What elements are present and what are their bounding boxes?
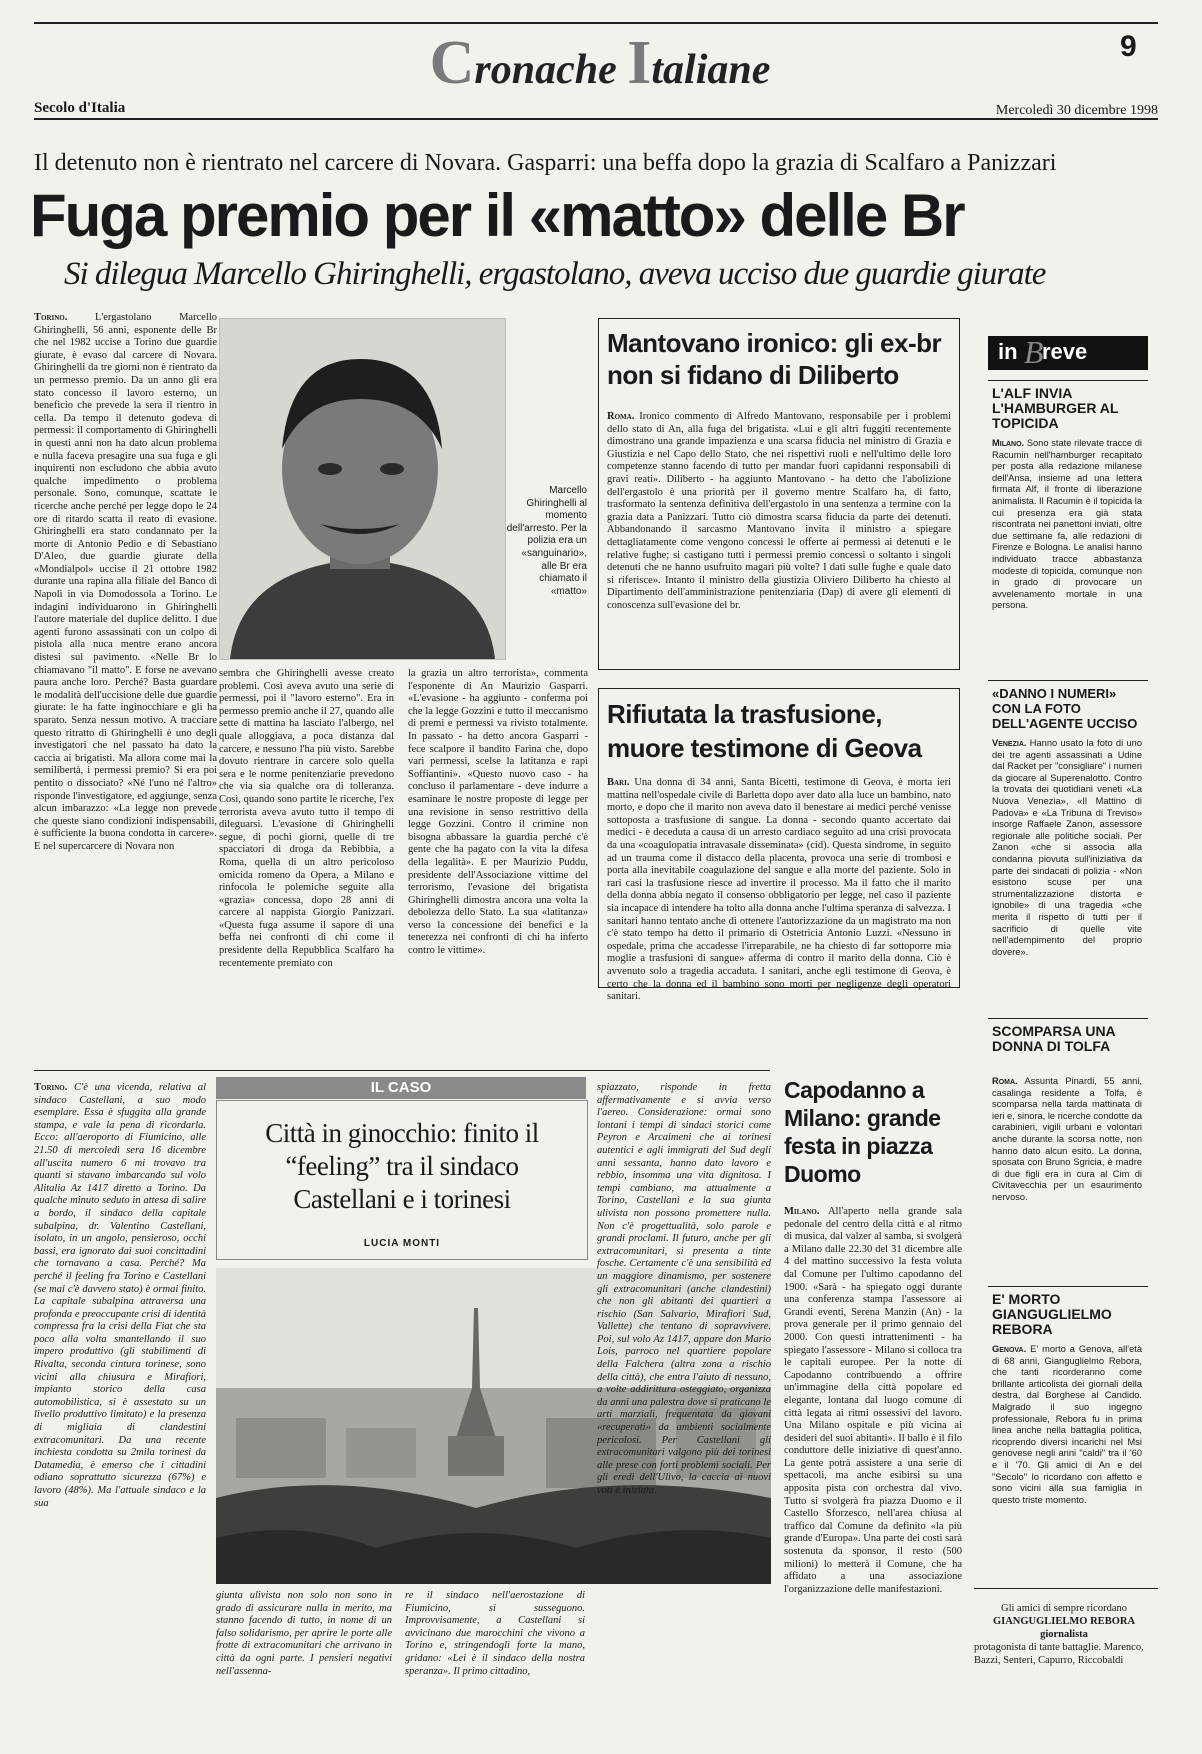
- lead-subhead: Si dilegua Marcello Ghiringhelli, ergastolano, aveva ucciso due guardie giurate: [64, 256, 1046, 292]
- mantovano-body: [607, 411, 951, 663]
- lead-col3: la grazia un altro terrorista», commenta l'esponente di An Maurizio Gasparri. «L'evasione - ha aggiunto - conferma poi che la legge Gozzini e tutto il meccanismo di premi e permessi va rivisto totalmente. In passato - ha detto ancora Gasparri - fece scalpore il bandito Farina che, dopo vari permessi, scelse la latitanza e rapì Soffiantini». «Questo nuovo caso - ha concluso il parlamentare - deve indurre a esaminare le nostre proposte di legge per una revisione in senso restrittivo della legge Gozzini. Contro il crimine non bisogna abbassare la guardia perché c'è gente che ha pagato con la vita la difesa della legalità». E per Maurizio Puddu, presidente dell'Associazione vittime del terrorismo, l'evasione del brigatista Ghiringhelli dimostra ancora una volta la debolezza dello Stato. La sua «latitanza» verso la concessione dei benefici e la tenerezza nei confronti di chi ha inferto contro le vittime».: [408, 668, 588, 957]
- geova-dateline: Bari.: [607, 777, 630, 788]
- geova-box: [598, 688, 960, 1003]
- geova-text: Una donna di 34 anni, Santa Bicetti, testimone di Geova, è morta ieri mattina nell'ospedale civile di Barletta dopo aver dato alla luce un bambino, nato morto, e dopo che il marito non aveva dato il benestare ai medici perché venisse sottoposta a trasfusione di sangue. La donna - secondo quanto accertato dai medici - è deceduta a causa di un arresto cardiaco seguito ad una crisi provocata da una «coagulopatia intravasale disseminata» (cid). Questa sindrome, in seguito ad un trauma come il distacco della placenta, provoca una serie di trombosi e porta alla inevitabile coagulazione del sangue e alla morte del paziente. Solo in rari casi la trasfusione riesce ad invertire il processo. Ma il fatto che il marito della donna abbia negato il consenso obbligatorio per legge, nel caso il paziente sia incapace di intendere ha tolto alla donna anche l'ultima speranza di salvezza. I sanitari hanno tentato anche di ottenere l'autorizzazione da un magistrato ma non c'è stato tempo ha detto il primario di Ostetricia Antonio Luzzi. «Nessuno in ospedale, prima che accadesse l'irreparabile, ne ha chiesto di far sottoporre mia moglie a trasfusioni di sangue» afferma di contro il marito della donna. Ciò è avvenuto solo a tragedia accaduta. I sanitari, anche egli testimone di Geova, è certo che la donna ed il bambino sono morti per negligenze degli operatori sanitari.: [607, 777, 951, 1003]
- photo-caption: Marcello Ghiringhelli al momento dell'arresto. Per la polizia era un «sanguinario», alle Br era chiamato il «matto»: [506, 485, 587, 597]
- brief-item-body: Venezia. Hanno usato la foto di uno dei tre agenti assassinati a Udine dal Racket per "consigliare" i numeri da giocare al Superenalotto. Contro la trovata dei quotidiani veneti «La Nuova Venezia», «Il Mattino di Padova» e «La Tribuna di Treviso» insorge Raffaele Zanon, assessore regionale alle politiche sociali. Per Zanon «che si associa alla condanna piovuta sull'iniziativa da parte dei sindacati di polizia - «Non esistono scuse per una strumentalizzazione distorta e ignobile» di una tragedia «che merita il rispetto di tutti per il sacrificio di quelle vite nell'adempimento del proprio dovere».: [992, 738, 1142, 957]
- lead-col2: sembra che Ghiringhelli avesse creato problemi. Così aveva avuto una serie di permessi, poi il "lavoro esterno". Era in permesso premio anche il 27, quando alle sette di mattina ha lasciato l'albergo, nel quale alloggiava, a poca distanza dal carcere, e nessuno l'ha più visto. Sarebbe dovuto rientrare in carcere solo quella sera e le norme penitenziarie prevedono che via sia qualche ora di tolleranza. Così, quando sono partite le ricerche, l'ex terrorista aveva avuto tutto il tempo di dileguarsi. L'evasione di Ghiringhelli segue, di pochi giorni, quelle di tre spacciatori di droga da Rebibbia, a Roma, quella di un altro pericoloso omicida romeno da Opera, a Milano e rinfocola le polemiche seguite alla «grazia» concessa, dopo 28 anni di carcere al nappista Giorgio Panizzari. «Questa fuga assume il sapore di una beffa nei confronti di chi come il presidente della Repubblica Scalfaro ha recentemente premiato con: [219, 668, 394, 969]
- lead-col1: [34, 312, 217, 985]
- brief-item-title: SCOMPARSA UNA DONNA DI TOLFA: [992, 1023, 1116, 1054]
- capodanno-story: [784, 1076, 962, 1704]
- case-headline-box: [216, 1100, 588, 1260]
- capodanno-dateline: Milano.: [784, 1206, 820, 1217]
- capodanno-body: [784, 1206, 962, 1666]
- lead-col1-text: L'ergastolano Marcello Ghiringhelli, 56 anni, esponente delle Br che nel 1982 uccise a Torino due guardie giurate, è evaso dal carcere di Novara. Ghiringhelli da tre giorni non è rientrato da un permesso premio. Da un anno gli era stato concesso il lavoro esterno, un beneficio che prevede la sera il rientro in cella. Da tempo il detenuto godeva di permessi: il comportamento di Ghiringhelli in questi anni non ha dato alcun problema e nulla faceva presagire una sua fuga e gli inquirenti non escludono che abbia avuto qualche impedimento o problema personale. Sono, comunque, scattate le ricerche anche perché per legge dopo le 24 ore di ritardo scatta il reato di evasione. Ghiringhelli era stato condannato per la morte di Antonio Pedio e di Sebastiano D'Aleo, due guardie giurate della «Mondialpol» uccise il 21 ottobre 1982 durante una rapina alla filiale del Banco di Napoli in via Domodossola a Torino. Le indagini individuarono in Ghiringhelli l'autore materiale del duplice delitto. I due agenti furono assassinati con un colpo di pistola alla nuca mentre erano ancora distesi sul pavimento. «Nelle Br lo chiamavano "il matto". E forse ne avevano paura anche loro. Perché? Basta guardare le modalità dell'uccisione delle due guardie giurate: le ha fatte inginocchiare e gli ha sparato. Senza nessun motivo. A tracciare questo ritratto di Ghiringhelli è uno degli investigatori che nel passato ha dato la caccia ai brigatisti. Ma allora come mai la semilibertà, i permessi premio? Si era poi pentito o dissociato? «Né l'uno né l'altro» risponde l'investigatore, ed aggiunge, senza alcun imbarazzo: «La legge non prevede che queste siano condizioni indispensabili, è sufficiente la buona condotta in carcere». E nel supercarcere di Novara non: [34, 312, 217, 852]
- brief-item-body: Genova. E' morto a Genova, all'età di 68 anni, Gianguglielmo Rebora, che tanti ricorderanno come brillante articolista dei giornali della destra, dal Borghese al Candido. Malgrado il suo ingegno professionale, Rebora fu in prima linea anche nella battaglia politica, ricoprendo diversi incarichi nel Msi genovese negli anni "caldi" tra il '60 e il '70. Gli amici di An e del "Secolo" lo ricordano con affetto e sono vicini alla sua famiglia in questo triste momento.: [992, 1344, 1142, 1505]
- case-col4: spiazzato, risponde in fretta affermativamente e si avvia verso l'aereo. Considerazione: ormai sono lontani i tempi di sindaci storici come Peyron e Arcaimeni che ai torinesi autentici e agli immigrati del Sud degli anni sessanta, hanno dato lavoro e rebbio, insomma una vita dignitosa. I tempi cambiano, ma attualmente a Torino, Castellani e la sua giunta ulivista non possono promettere nulla. Non c'è progettualità, solo parole e grandi proclami. Il futuro, anche per gli extracomunitari, si presenta a tinte fosche. Certamente c'è una sensibilità ed un maggiore dinamismo, per sostenere gli extracomunitari (anche clandestini) che non gli abitanti dei quartieri a rischio (San Salvario, Mirafiori Sud, Vallette) che tentano di sopravvivere. Poi, sul volo Az 1417, appare don Mario Lois, parroco nel quartiere popolare della Falchera (altra zona a rischio della città), che entra l'aiuto di nessuno, a volte addirittura osteggiato, organizza da anni una palestra dove si praticano le arti marziali, frequentata da giovani «recuperati» da ambienti socialmente pericolosi. Per Castellani gli extracomunitari valgono più dei torinesi alle prese con forti problemi sociali. Per gli eredi dell'Ulivo, la caccia ai nuovi voti è iniziata.: [597, 1082, 771, 1496]
- brief-item-title: L'ALF INVIA L'HAMBURGER AL TOPICIDA: [992, 385, 1119, 431]
- capodanno-headline: Capodanno a Milano: grande festa in piazza Duomo: [784, 1077, 941, 1187]
- geova-body: [607, 777, 951, 1003]
- brief-item-body: Milano. Sono state rilevate tracce di Racumin nell'hamburger recapitato per posta alla redazione milanese dell'Ansa, insieme ad una lettera firmata Alf, il fronte di liberazione animalista. Il Racumin è il topicida la cui presenza era già stata riscontrata nei panettoni inviati, oltre due settimane fa, alle redazioni di Firenze e Bologna. Le analisi hanno individuato tracce abbastanza modeste di topicida, comunque non in grado di provocare un avvelenamento mortale in una persona.: [992, 438, 1142, 611]
- case-col1-text: C'è una vicenda, relativa al sindaco Castellani, a suo modo esemplare. Essa è sfuggita alla grande stampa, e vale la pena di ricordarla. Ecco: all'aeroporto di Fiumicino, alle 21.50 di mercoledì sera 16 dicembre all'uscita numero 6 mi trovavo tra quanti si stavano imbarcando sul volo Alitalia Az 1417 diretto a Torino. Da qualche minuto seduto in attesa di salire a bordo, il sindaco della capitale subalpina, dr. Valentino Castellani, isolato, in un angolo, pensieroso, occhi bassi, era ignorato dai suoi concittadini che tornavano a casa. Perché? Ma perché il feeling fra Torino e Castellani (se mai c'è davvero stato) è ormai finito. La capitale subalpina attraversa una profonda e preoccupante crisi di identità compressa fra la crisi della Fiat che sta poco alla volta smantellando il suo impero produttivo (gli stabilimenti di Rivalta, seconda cintura torinese, sono vicini alla chiusura e Mirafiori, impianto storico della casa automobilistica, si è assestato su un livello produttivo limitato) e la presenza di migliaia di clandestini extracomunitari. Da una recente inchiesta condotta su 2mila torinesi da Datamedia, è emerso che i cittadini odiano soprattutto sicurezza (67%) e lavoro (48%). Ma l'attuale sindaco e la sua: [34, 1082, 206, 1509]
- breve-logo: in B reve: [988, 336, 1148, 370]
- capodanno-text: All'aperto nella grande sala pedonale del centro della città e al ritmo di musica, dal valzer al samba, si svolgerà a Milano dalle 22.30 del 31 dicembre alle 4 del mattino successivo la festa voluta dal Comune per l'ultimo capodanno del 1900. «Sarà - ha spiegato oggi durante una conferenza stampa l'assessore ai Grandi eventi, Serena Manzin (An) - la prova generale per il primo gennaio del 2000. Con questi intrattenimenti - ha spiegato l'assessore - Milano si colloca tra le capitali europee. Per la notte di Capodanno contribuendo a offrire un'immagine della città popolare ed elegante, lontana dal luogo comune di città legata ai ritmi ossessivi del lavoro. Una Milano ospitale e più vicina ai desideri del suoi abitanti». Il ballo è il filo conduttore delle iniziative di quest'anno. La gente potrà assistere a una serie di spettacoli, ma anche esibirsi su una apposita pista con orchestra dal vivo. Tutto si svolgerà fra piazza Duomo e il Castello Sforzesco, nell'area chiusa al traffico dal Comune da definito «la più grande d'Europa». Una parte dei costi sarà sostenuta da sponsor, il resto (500 milioni) lo metterà il Comune, che ha affidato a una associazione l'organizzazione delle manifestazioni.: [784, 1206, 962, 1595]
- brief-item-title: «DANNO I NUMERI» CON LA FOTO DELL'AGENTE UCCISO: [992, 686, 1138, 731]
- obituary-notice: Gli amici di sempre ricordano GIANGUGLIELMO REBORA giornalista protagonista di tante battaglie. Marenco, Bazzi, Senteri, Capurro, Riccobaldi: [974, 1603, 1144, 1666]
- lead-headline: Fuga premio per il «matto» delle Br: [30, 182, 964, 249]
- mantovano-text: Ironico commento di Alfredo Mantovano, responsabile per i problemi dello stato di An, alla fuga del brigatista. «Lui e gli altri fuggiti recentemente dimostrano una grande impazienza e una scarsa fiducia nel ministro di Grazia e Giustizia e nel Capo dello Stato, che nei rispettivi ruoli e nell'ultimo delle loro competenze stanno facendo di tutto per mandar fuori capidanni responsabili di gravi reati». Diliberto - ha aggiunto Mantovano - ha detto che l'abolizione dell'ergastolo è una priorità per il governo mentre Scalfaro ha, di fatto, trasformato la sentenza definitiva dell'ergastolo in una sentenza a termine con la grazia data a Panizzari. Tutto ciò dimostra scarsa fiducia da parte dei detenuti. Abbandonando il sarcasmo Mantovano invita il ministro a spiegare dettagliatamente come vengono concessi le offerte ai permessi ai detenuti e le relative fughe; si castigano tutti i permessi premio concessi o soltanto i singoli detenuti che ne hanno usufruito magari più volte? I dati sulle fughe e quale dato si riferisce». Intanto il ministro della giustizia Oliviero Diliberto ha chiesto al Dipartimento dell'amministrazione penitenziaria (Dap) di avere gli elementi di conoscenza sull'evasione del br.: [607, 411, 952, 611]
- geova-headline: Rifiutata la trasfusione, muore testimone di Geova: [607, 699, 922, 763]
- case-label: IL CASO: [216, 1077, 586, 1099]
- case-headline: Città in ginocchio: finito il “feeling” tra il sindaco Castellani e i torinesi: [265, 1118, 539, 1214]
- section-title: Cronache Italiane: [429, 29, 771, 97]
- case-col4-cont: [597, 1590, 771, 1704]
- mantovano-box: [598, 318, 960, 670]
- case-col3: re il sindaco nell'aerostazione di Fiumicino, si susseguono. Improvvisamente, a Castellani si avvicinano due marocchini che vivono a Torino e, stringendogli forte la mano, gridano: «Lei è il sindaco della nostra speranza». Il primo cittadino,: [405, 1590, 585, 1677]
- brief-item-body: Roma. Assunta Pinardi, 55 anni, casalinga residente a Tolfa, è scomparsa nella tarda mattinata di ieri e, sinora, le ricerche condotte da carabinieri, vigili urbani e volontari anche durante la scorsa notte, non hanno dato alcun esito. La donna, sposata con Bruno Sgricia, è madre di due figli era in cura al Cim di Civitavecchia per un esaurimento nervoso.: [992, 1076, 1142, 1202]
- mantovano-headline: Mantovano ironico: gli ex-br non si fidano di Diliberto: [607, 328, 942, 390]
- portrait-icon: [220, 319, 505, 659]
- paper-name: Secolo d'Italia: [34, 100, 126, 116]
- issue-date: Mercoledì 30 dicembre 1998: [995, 103, 1158, 118]
- page-number: 9: [1120, 30, 1137, 63]
- lead-kicker: Il detenuto non è rientrato nel carcere di Novara. Gasparri: una beffa dopo la grazia di Scalfaro a Panizzari: [34, 150, 1057, 176]
- case-col1: [34, 1082, 206, 1704]
- case-col2: giunta ulivista non solo non sono in grado di assicurare nulla in merito, ma stanno facendo di tutto, in nome di un falso solidarismo, per aprire le porte alle frotte di extracomunitari che arrivano in città da ogni parte. I pensieri negativi nell'assenna-: [216, 1590, 392, 1677]
- mantovano-dateline: Roma.: [607, 411, 635, 422]
- case-author: LUCIA MONTI: [363, 1238, 441, 1249]
- case-dateline: Torino.: [34, 1082, 68, 1093]
- brief-item-title: E' MORTO GIANGUGLIELMO REBORA: [992, 1291, 1112, 1337]
- ghiringhelli-photo: [219, 318, 506, 660]
- lead-dateline: Torino.: [34, 312, 68, 323]
